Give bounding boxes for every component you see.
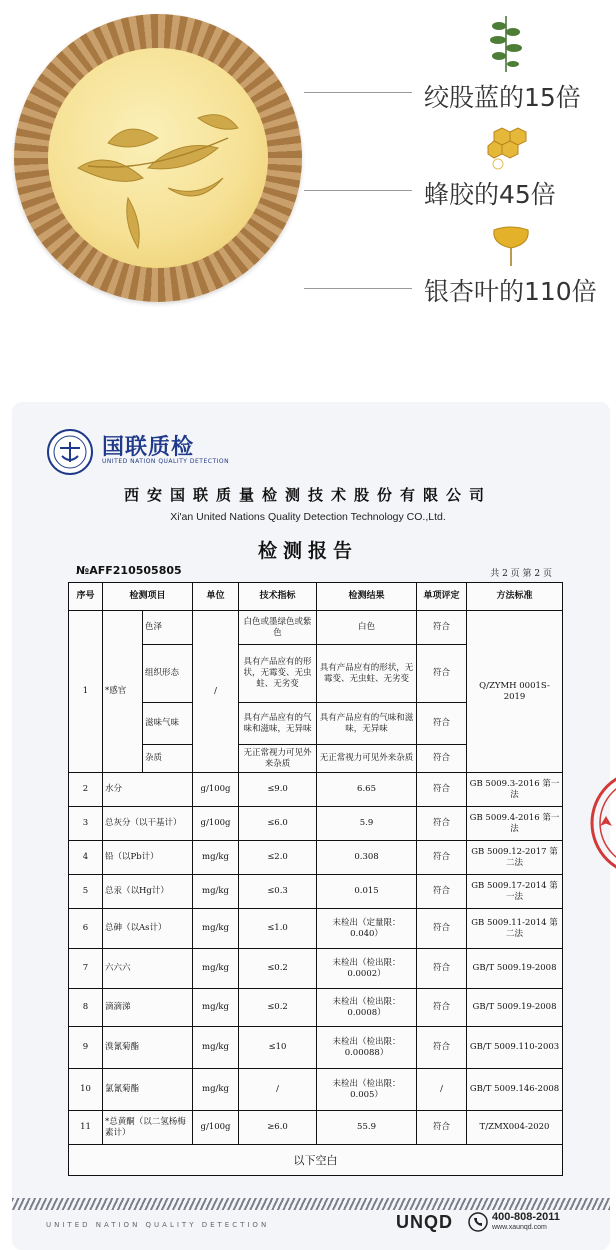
claim-text: 蜂胶的45倍 [424, 180, 556, 209]
table-row [69, 1111, 563, 1145]
row-result: 未检出（检出限：0.0008） [317, 989, 417, 1027]
row-spec: / [239, 1069, 317, 1111]
row-verdict: 符合 [417, 611, 467, 645]
report-title: 检测报告 [257, 540, 358, 562]
row-subitem: 滋味气味 [143, 703, 193, 745]
row-unit: g/100g [193, 807, 239, 841]
row-result: 未检出（检出限：0.00088） [317, 1027, 417, 1069]
table-row [69, 1069, 563, 1111]
ginkgo-leaf-icon [488, 224, 534, 270]
herb-sprig-icon [486, 8, 526, 74]
row-spec: ≥6.0 [239, 1111, 317, 1145]
rattan-bowl-image [14, 14, 302, 302]
header-result: 检测结果 [317, 583, 417, 611]
row-unit: / [193, 611, 239, 773]
row-verdict: 符合 [417, 807, 467, 841]
claim-text: 绞股蓝的15倍 [424, 83, 581, 112]
row-verdict: 符合 [417, 841, 467, 875]
row-spec: ≤6.0 [239, 807, 317, 841]
row-result: 6.65 [317, 773, 417, 807]
row-verdict: 符合 [417, 1111, 467, 1145]
row-spec: ≤2.0 [239, 841, 317, 875]
table-row [69, 773, 563, 807]
divider-line [304, 92, 412, 93]
row-unit: mg/kg [193, 949, 239, 989]
company-name-en: Xi'an United Nations Quality Detection Technology CO.,Ltd. [170, 511, 446, 523]
page-indicator: 共 2 页 第 2 页 [490, 569, 552, 579]
divider-line [304, 288, 412, 289]
row-unit: mg/kg [193, 1069, 239, 1111]
row-result: 具有产品应有的气味和滋味，无异味 [317, 703, 417, 745]
row-spec: 无正常视力可见外来杂质 [239, 745, 317, 773]
table-row [69, 875, 563, 909]
row-unit: mg/kg [193, 841, 239, 875]
row-no: 6 [69, 909, 103, 949]
header-verdict: 单项评定 [417, 583, 467, 611]
row-verdict: 符合 [417, 645, 467, 703]
table-row [69, 841, 563, 875]
row-result: 具有产品应有的形状，无霉变、无虫蛀、无劣变 [317, 645, 417, 703]
row-spec: 白色或墨绿色或紫色 [239, 611, 317, 645]
footer-stripe-band [12, 1198, 610, 1210]
row-method: Q/ZYMH 0001S-2019 [467, 611, 563, 773]
row-item: 水分 [103, 773, 193, 807]
row-item: 六六六 [103, 949, 193, 989]
row-no: 10 [69, 1069, 103, 1111]
row-no: 9 [69, 1027, 103, 1069]
row-spec: ≤0.2 [239, 989, 317, 1027]
row-verdict: 符合 [417, 909, 467, 949]
table-row [69, 1145, 563, 1176]
table-row [69, 1027, 563, 1069]
claim-text: 银杏叶的110倍 [424, 277, 597, 306]
header-spec: 技术指标 [239, 583, 317, 611]
row-method: GB 5009.17-2014 第一法 [467, 875, 563, 909]
row-unit: g/100g [193, 1111, 239, 1145]
row-result: 0.308 [317, 841, 417, 875]
row-no: 2 [69, 773, 103, 807]
honeycomb-icon [484, 122, 532, 172]
test-results-table [68, 582, 563, 1176]
product-banner [0, 0, 616, 390]
row-unit: mg/kg [193, 909, 239, 949]
row-no: 5 [69, 875, 103, 909]
footer-phone: 400-808-2011 [492, 1211, 560, 1223]
row-method: GB 5009.12-2017 第二法 [467, 841, 563, 875]
row-unit: mg/kg [193, 989, 239, 1027]
row-item: 氯氰菊酯 [103, 1069, 193, 1111]
table-row [69, 989, 563, 1027]
row-spec: ≤0.2 [239, 949, 317, 989]
row-result: 0.015 [317, 875, 417, 909]
row-method: T/ZMX004-2020 [467, 1111, 563, 1145]
red-official-stamp-icon [584, 768, 616, 878]
row-verdict: 符合 [417, 703, 467, 745]
report-number: №AFF210505805 [76, 564, 182, 577]
row-spec: ≤10 [239, 1027, 317, 1069]
row-spec: 具有产品应有的气味和滋味，无异味 [239, 703, 317, 745]
row-no: 4 [69, 841, 103, 875]
row-item: 铅（以Pb计） [103, 841, 193, 875]
row-no: 3 [69, 807, 103, 841]
tea-leaf-illustration [48, 48, 268, 268]
row-item: 溴氰菊酯 [103, 1027, 193, 1069]
row-result: 无正常视力可见外来杂质 [317, 745, 417, 773]
row-verdict: 符合 [417, 875, 467, 909]
row-item: 滴滴涕 [103, 989, 193, 1027]
row-result: 55.9 [317, 1111, 417, 1145]
logo-text: 国联质检 [102, 435, 195, 460]
row-subitem: 色泽 [143, 611, 193, 645]
row-method: GB 5009.3-2016 第一法 [467, 773, 563, 807]
row-result: 未检出（检出限：0.0002） [317, 949, 417, 989]
unqd-seal-icon [46, 428, 94, 476]
row-item: 总汞（以Hg计） [103, 875, 193, 909]
row-unit: mg/kg [193, 1027, 239, 1069]
row-verdict: 符合 [417, 1027, 467, 1069]
header-no: 序号 [69, 583, 103, 611]
row-no: 7 [69, 949, 103, 989]
row-verdict: 符合 [417, 773, 467, 807]
row-subitem: 组织形态 [143, 645, 193, 703]
row-spec: 具有产品应有的形状，无霉变、无虫蛀、无劣变 [239, 645, 317, 703]
logo-subtitle: UNITED NATION QUALITY DETECTION [102, 458, 230, 465]
row-result: 未检出（定量限：0.040） [317, 909, 417, 949]
row-item: *总黄酮（以二氢杨梅素计） [103, 1111, 193, 1145]
row-method: GB/T 5009.19-2008 [467, 989, 563, 1027]
company-name-cn: 西安国联质量检测技术股份有限公司 [123, 486, 492, 504]
row-method: GB 5009.4-2016 第一法 [467, 807, 563, 841]
row-verdict: 符合 [417, 989, 467, 1027]
row-result: 未检出（检出限：0.005） [317, 1069, 417, 1111]
row-no: 11 [69, 1111, 103, 1145]
header-item: 检测项目 [103, 583, 193, 611]
footer-slogan: UNITED NATION QUALITY DETECTION [46, 1221, 270, 1229]
row-no: 1 [69, 611, 103, 773]
row-no: 8 [69, 989, 103, 1027]
phone-icon [468, 1212, 488, 1232]
divider-line [304, 190, 412, 191]
footer-brand: UNQD [396, 1212, 453, 1232]
table-row [69, 949, 563, 989]
row-item: 总砷（以As计） [103, 909, 193, 949]
table-header-row [69, 583, 563, 611]
row-subitem: 杂质 [143, 745, 193, 773]
row-spec: ≤0.3 [239, 875, 317, 909]
row-item: *感官 [103, 611, 143, 773]
row-item: 总灰分（以干基计） [103, 807, 193, 841]
row-spec: ≤9.0 [239, 773, 317, 807]
header-unit: 单位 [193, 583, 239, 611]
footer-website: www.xaunqd.com [492, 1224, 547, 1231]
row-spec: ≤1.0 [239, 909, 317, 949]
row-method: GB/T 5009.110-2003 [467, 1027, 563, 1069]
row-verdict: 符合 [417, 949, 467, 989]
blank-note: 以下空白 [69, 1145, 563, 1176]
row-verdict: 符合 [417, 745, 467, 773]
table-row [69, 611, 563, 645]
row-unit: g/100g [193, 773, 239, 807]
row-method: GB/T 5009.19-2008 [467, 949, 563, 989]
row-result: 5.9 [317, 807, 417, 841]
row-unit: mg/kg [193, 875, 239, 909]
row-method: GB 5009.11-2014 第二法 [467, 909, 563, 949]
row-verdict: / [417, 1069, 467, 1111]
table-row [69, 807, 563, 841]
header-method: 方法标准 [467, 583, 563, 611]
row-result: 白色 [317, 611, 417, 645]
table-row [69, 909, 563, 949]
row-method: GB/T 5009.146-2008 [467, 1069, 563, 1111]
